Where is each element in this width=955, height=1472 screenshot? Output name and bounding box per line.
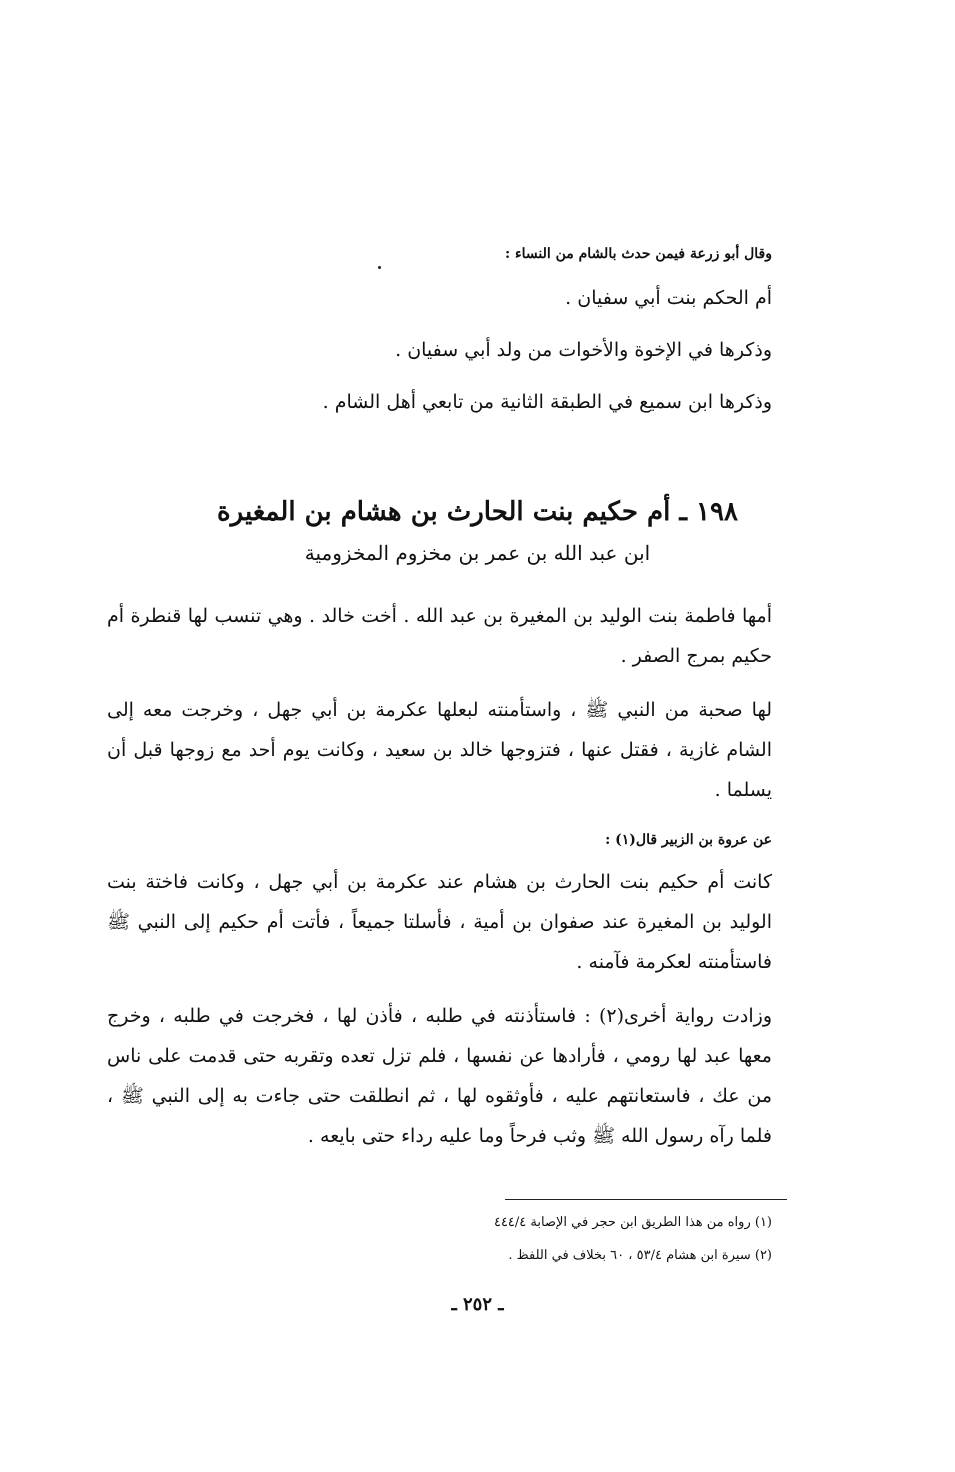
paragraph: وزادت رواية أخرى(٢) : فاستأذنته في طلبه ، فأذن لها ، فخرجت في طلبه ، وخرج معها عبد لها رومي ، فأرادها عن نفسها ، فلم تزل تعده وتقربه حتى قدمت على ناس من عك ، فاستعانتهم عليه ، فأوثقوه لها ، ثم انطلقت حتى جاءت به إلى النبي ﷺ ، فلما رآه رسول الله ﷺ وثب فرحاً وما عليه رداء حتى بايعه . <box>107 1005 773 1147</box>
intro-heading: وقال أبو زرعة فيمن حدث بالشام من النساء : <box>504 246 772 262</box>
narration-heading: عن عروة بن الزبير قال(١) : <box>605 832 772 848</box>
stray-dot <box>378 266 381 269</box>
paragraph: أمها فاطمة بنت الوليد بن المغيرة بن عبد الله . أخت خالد . وهي تنسب لها قنطرة أم حكيم بمرج الصفر . <box>107 605 772 667</box>
footnote-separator <box>505 1199 787 1200</box>
page-number: ـ ٢٥٢ ـ <box>451 1294 504 1315</box>
footnote: (٢) سيرة ابن هشام ٥٣/٤ ، ٦٠ بخلاف في اللفظ . <box>508 1248 772 1263</box>
entry-title: ١٩٨ ـ أم حكيم بنت الحارث بن هشام بن المغيرة <box>217 497 738 527</box>
footnote: (١) رواه من هذا الطريق ابن حجر في الإصابة ٤٤٤/٤ <box>493 1215 772 1230</box>
intro-line: وذكرها ابن سميع في الطبقة الثانية من تابعي أهل الشام . <box>322 391 772 413</box>
paragraph: لها صحبة من النبي ﷺ ، واستأمنته لبعلها عكرمة بن أبي جهل ، وخرجت معه إلى الشام غازية ، فقتل عنها ، فتزوجها خالد بن سعيد ، وكانت يوم أحد مع زوجها قبل أن يسلما . <box>107 699 772 801</box>
intro-line: وذكرها في الإخوة والأخوات من ولد أبي سفيان . <box>395 339 772 361</box>
entry-subtitle: ابن عبد الله بن عمر بن مخزوم المخزومية <box>304 541 651 565</box>
intro-line: أم الحكم بنت أبي سفيان . <box>565 287 772 309</box>
paragraph: كانت أم حكيم بنت الحارث بن هشام عند عكرمة بن أبي جهل ، وكانت فاختة بنت الوليد بن المغيرة عند صفوان بن أمية ، فأسلتا جميعاً ، فأتت أم حكيم إلى النبي ﷺ فاستأمنته لعكرمة فآمنه . <box>107 871 772 973</box>
